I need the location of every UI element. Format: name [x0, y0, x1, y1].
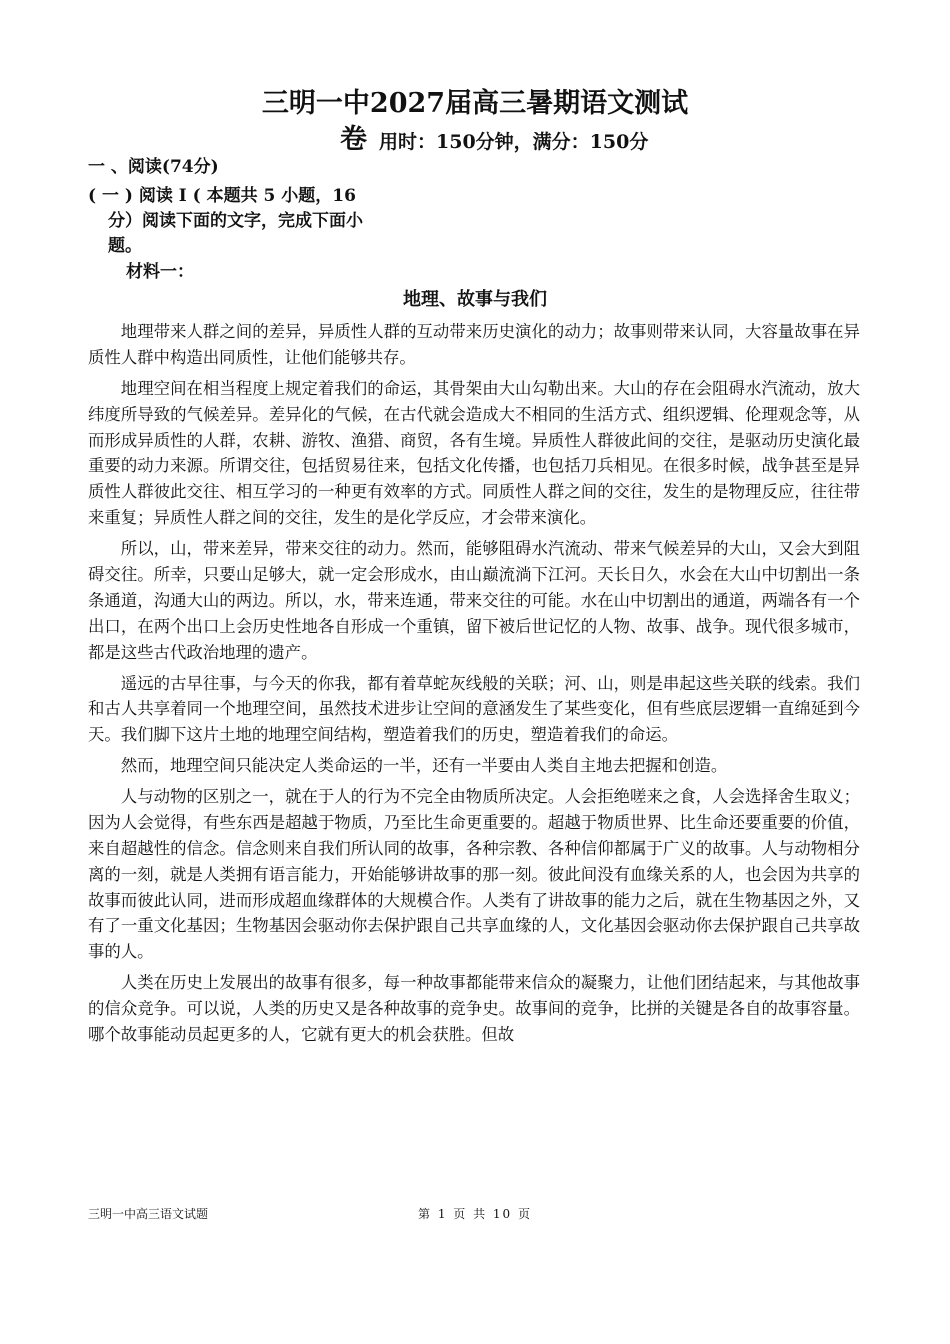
paragraph: 遥远的古早往事，与今天的你我，都有着草蛇灰线般的关联；河、山，则是串起这些关联的线索。我们和古人共享着同一个地理空间，虽然技术进步让空间的意涵发生了某些变化，但有些底层逻辑一直绵延到今天。我们脚下这片土地的地理空间结构，塑造着我们的历史，塑造着我们的命运。 — [88, 673, 860, 745]
subsection-heading — [88, 184, 398, 259]
exam-title: 三明一中2027届高三暑期语文测试 — [261, 88, 689, 119]
footer-exam-name: 三明一中高三语文试题 — [88, 1207, 209, 1221]
paragraph: 然而，地理空间只能决定人类命运的一半，还有一半要由人类自主地去把握和创造。 — [120, 756, 728, 776]
subsection-heading-line: ( 一 ) 阅读 I ( 本题共 5 小题，16 — [88, 186, 356, 206]
paragraph: 所以，山，带来差异，带来交往的动力。然而，能够阻碍水汽流动、带来气候差异的大山，又会大到阻碍交往。所幸，只要山足够大，就一定会形成水，由山巅流淌下江河。天长日久，水会在大山中切割出一条条通道，沟通大山的两边。所以，水，带来连通，带来交往的可能。水在山中切割出的通道，两端各有一个出口，在两个出口上会历史性地各自形成一个重镇，留下被后世记忆的人物、故事、战争。现代很多城市，都是这些古代政治地理的遗产。 — [88, 539, 860, 662]
subsection-heading-line: 分）阅读下面的文字，完成下面小 — [108, 211, 363, 231]
section-heading: 一 、阅读(74分) — [88, 157, 219, 177]
article-title: 地理、故事与我们 — [403, 289, 547, 310]
page-number: 第 1 页 共 10 页 — [418, 1207, 532, 1221]
exam-subtitle — [340, 124, 648, 159]
paragraph: 地理空间在相当程度上规定着我们的命运，其骨架由大山勾勒出来。大山的存在会阻碍水汽流动，放大纬度所导致的气候差异。差异化的气候，在古代就会造成大不相同的生活方式、组织逻辑、伦理观念等，从而形成异质性的人群，农耕、游牧、渔猎、商贸，各有生境。异质性人群彼此间的交往，是驱动历史演化最重要的动力来源。所谓交往，包括贸易往来，包括文化传播，也包括刀兵相见。在很多时候，战争甚至是异质性人群彼此交往、相互学习的一种更有效率的方式。同质性人群之间的交往，发生的是物理反应，往往带来重复；异质性人群之间的交往，发生的是化学反应，才会带来演化。 — [88, 378, 860, 528]
exam-title-continuation: 卷 — [340, 124, 367, 155]
time-and-score: 用时：150分钟，满分：150分 — [379, 131, 649, 153]
article-body — [88, 319, 860, 1053]
paragraph: 人类在历史上发展出的故事有很多，每一种故事都能带来信众的凝聚力，让他们团结起来，与其他故事的信众竞争。可以说，人类的历史又是各种故事的竞争史。故事间的竞争，比拼的关键是各自的故事容量。哪个故事能动员起更多的人，它就有更大的机会获胜。但故 — [88, 973, 860, 1044]
paragraph: 人与动物的区别之一，就在于人的行为不完全由物质所决定。人会拒绝嗟来之食，人会选择舍生取义；因为人会觉得，有些东西是超越于物质，乃至比生命更重要的。超越于物质世界、比生命还要重要的价值，来自超越性的信念。信念则来自我们所认同的故事，各种宗教、各种信仰都属于广义的故事。人与动物相分离的一刻，就是人类拥有语言能力，开始能够讲故事的那一刻。彼此间没有血缘关系的人，也会因为共享的故事而彼此认同，进而形成超血缘群体的大规模合作。人类有了讲故事的能力之后，就在生物基因之外，又有了一重文化基因；生物基因会驱动你去保护跟自己共享血缘的人，文化基因会驱动你去保护跟自己共享故事的人。 — [88, 786, 860, 962]
paragraph: 地理带来人群之间的差异，异质性人群的互动带来历史演化的动力；故事则带来认同，大容量故事在异质性人群中构造出同质性，让他们能够共存。 — [88, 322, 860, 367]
subsection-heading-line: 题。 — [108, 236, 142, 256]
material-label: 材料一： — [126, 262, 194, 282]
